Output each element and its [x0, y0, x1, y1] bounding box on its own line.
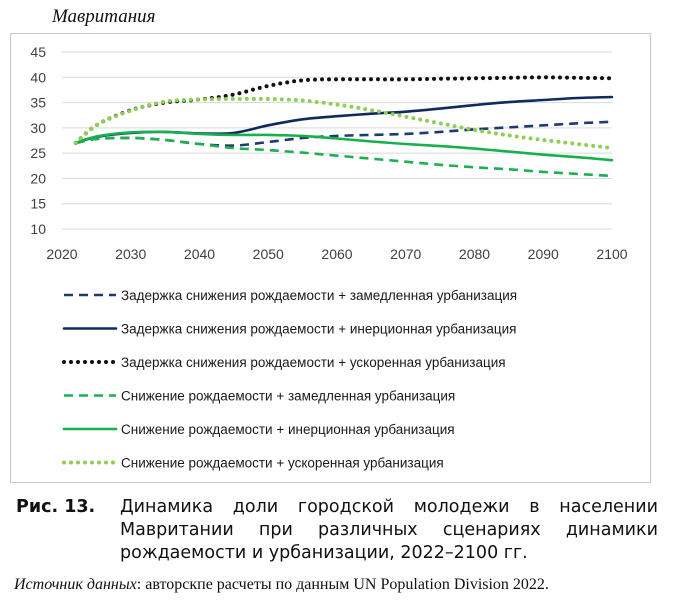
y-tick-label: 10	[30, 221, 46, 237]
legend-label-6: Снижение рождаемости + ускоренная урбанизация	[121, 455, 444, 471]
legend-label-3: Задержка снижения рождаемости + ускоренная урбанизация	[121, 355, 506, 370]
figure-caption-text: Динамика доли городской молодежи в населении Мавритании при различных сценариях динамики рождаемости и урбанизации, 2022–2100 гг.	[120, 497, 658, 563]
y-tick-label: 25	[30, 145, 46, 162]
series-line-4	[76, 138, 612, 176]
y-axis-ticks	[30, 44, 46, 237]
series-line-5	[76, 132, 612, 160]
figure-label: Рис. 13.	[16, 497, 96, 517]
x-axis-ticks	[46, 246, 627, 262]
x-tick-label: 2070	[390, 246, 422, 262]
y-tick-label: 15	[30, 195, 46, 212]
x-tick-label: 2090	[527, 246, 559, 262]
series-line-6	[76, 99, 612, 148]
y-tick-label: 30	[30, 119, 46, 136]
source-text: : авторскпе расчеты по данным UN Population Division 2022.	[136, 576, 549, 593]
figure-caption	[16, 496, 658, 565]
source-label: Источник данных	[14, 576, 137, 593]
series-lines	[76, 77, 612, 176]
series-line-1	[76, 122, 612, 146]
x-tick-label: 2060	[321, 246, 353, 262]
x-tick-label: 2040	[183, 246, 216, 262]
y-tick-label: 45	[30, 44, 46, 60]
y-tick-label: 40	[30, 69, 46, 86]
y-tick-label: 35	[30, 94, 46, 111]
x-tick-label: 2020	[46, 246, 78, 262]
source-note	[14, 576, 549, 594]
x-tick-label: 2050	[252, 246, 284, 262]
x-tick-label: 2080	[458, 246, 491, 262]
legend-label-1: Задержка снижения рождаемости + замедленная урбанизация	[121, 288, 518, 303]
legend-label-5: Снижение рождаемости + инерционная урбанизация	[121, 422, 455, 437]
chart-title: Мавритания	[52, 6, 156, 27]
x-tick-label: 2030	[115, 246, 147, 262]
legend-label-4: Снижение рождаемости + замедленная урбанизация	[121, 388, 456, 404]
y-tick-label: 20	[30, 170, 46, 187]
x-tick-label: 2100	[596, 246, 628, 262]
legend-label-2: Задержка снижения рождаемости + инерционная урбанизация	[121, 321, 517, 337]
legend	[64, 288, 517, 471]
